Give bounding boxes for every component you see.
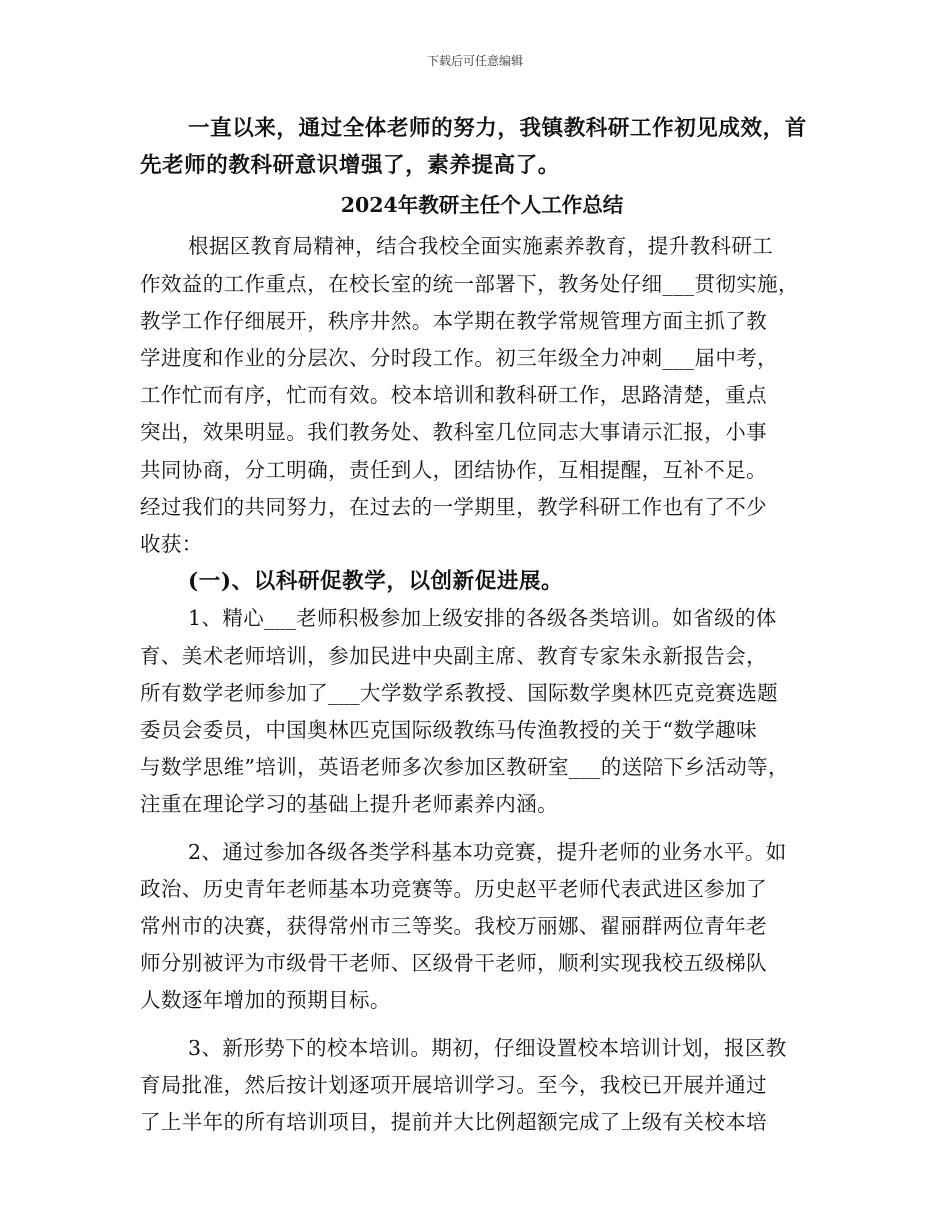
text-line: 学进度和作业的分层次、分时段工作。初三年级全力冲刺___届中考，: [140, 346, 779, 371]
document-body: [140, 110, 820, 1141]
paragraph-gap: [140, 824, 820, 834]
text-line: 收获：: [140, 532, 203, 557]
text-line: 育、美术老师培训，参加民进中央副主席、教育专家朱永新报告会，: [140, 643, 767, 668]
text-line: 工作忙而有序，忙而有效。校本培训和教科研工作，思路清楚，重点: [140, 383, 767, 408]
paragraph-school-training: [140, 1030, 820, 1142]
text-line: 所有数学老师参加了___大学数学系教授、国际数学奥林匹克竞赛选题: [140, 680, 779, 705]
text-line: 与数学思维”培训，英语老师多次参加区教研室___的送陪下乡活动等，: [140, 755, 789, 780]
text-line: 注重在理论学习的基础上提升老师素养内涵。: [140, 792, 558, 817]
section-heading: (一)、以科研促教学，以创新促进展。: [188, 569, 564, 595]
paragraph-training: [140, 600, 820, 823]
text-line: 经过我们的共同努力，在过去的一学期里，教学科研工作也有了不少: [140, 494, 767, 519]
text-line: 共同协商，分工明确，责任到人，团结协作，互相提醒，互补不足。: [140, 457, 767, 482]
text-line: 作效益的工作重点，在校长室的统一部署下，教务处仔细___贯彻实施，: [140, 271, 799, 296]
text-line: 教学工作仔细展开，秩序井然。本学期在教学常规管理方面主抓了教: [140, 308, 767, 333]
text-line: 人数逐年增加的预期目标。: [140, 988, 391, 1013]
text-line: 1、精心___老师积极参加上级安排的各级各类培训。如省级的体: [188, 606, 777, 631]
intro-line: 先老师的教科研意识增强了，素养提高了。: [140, 153, 560, 179]
text-line: 政治、历史青年老师基本功竞赛等。历史赵平老师代表武进区参加了: [140, 876, 767, 901]
text-line: 育局批准，然后按计划逐项开展培训学习。至今，我校已开展并通过: [140, 1072, 767, 1097]
text-line: 3、新形势下的校本培训。期初，仔细设置校本培训计划，报区教: [188, 1035, 787, 1060]
header-note: 下载后可任意编辑: [426, 54, 523, 68]
paragraph-competition: [140, 834, 820, 1020]
text-line: 了上半年的所有培训项目，提前并大比例超额完成了上级有关校本培: [140, 1110, 767, 1135]
text-line: 突出，效果明显。我们教务处、教科室几位同志大事请示汇报，小事: [140, 420, 767, 445]
intro-paragraph: [140, 110, 820, 184]
text-line: 常州市的决赛，获得常州市三等奖。我校万丽娜、翟丽群两位青年老: [140, 914, 767, 939]
paragraph-gap: [140, 1020, 820, 1030]
text-line: 委员会委员，中国奥林匹克国际级教练马传渔教授的关于“数学趣味: [140, 718, 757, 743]
document-title: 2024年教研主任个人工作总结: [340, 193, 624, 218]
text-line: 师分别被评为市级骨干老师、区级骨干老师，顺利实现我校五级梯队: [140, 951, 767, 976]
text-line: 2、通过参加各级各类学科基本功竞赛，提升老师的业务水平。如: [188, 839, 787, 864]
text-line: 根据区教育局精神，结合我校全面实施素养教育，提升教科研工: [188, 234, 774, 259]
intro-line: 一直以来，通过全体老师的努力，我镇教科研工作初见成效，首: [188, 116, 807, 141]
paragraph-overview: [140, 228, 820, 563]
